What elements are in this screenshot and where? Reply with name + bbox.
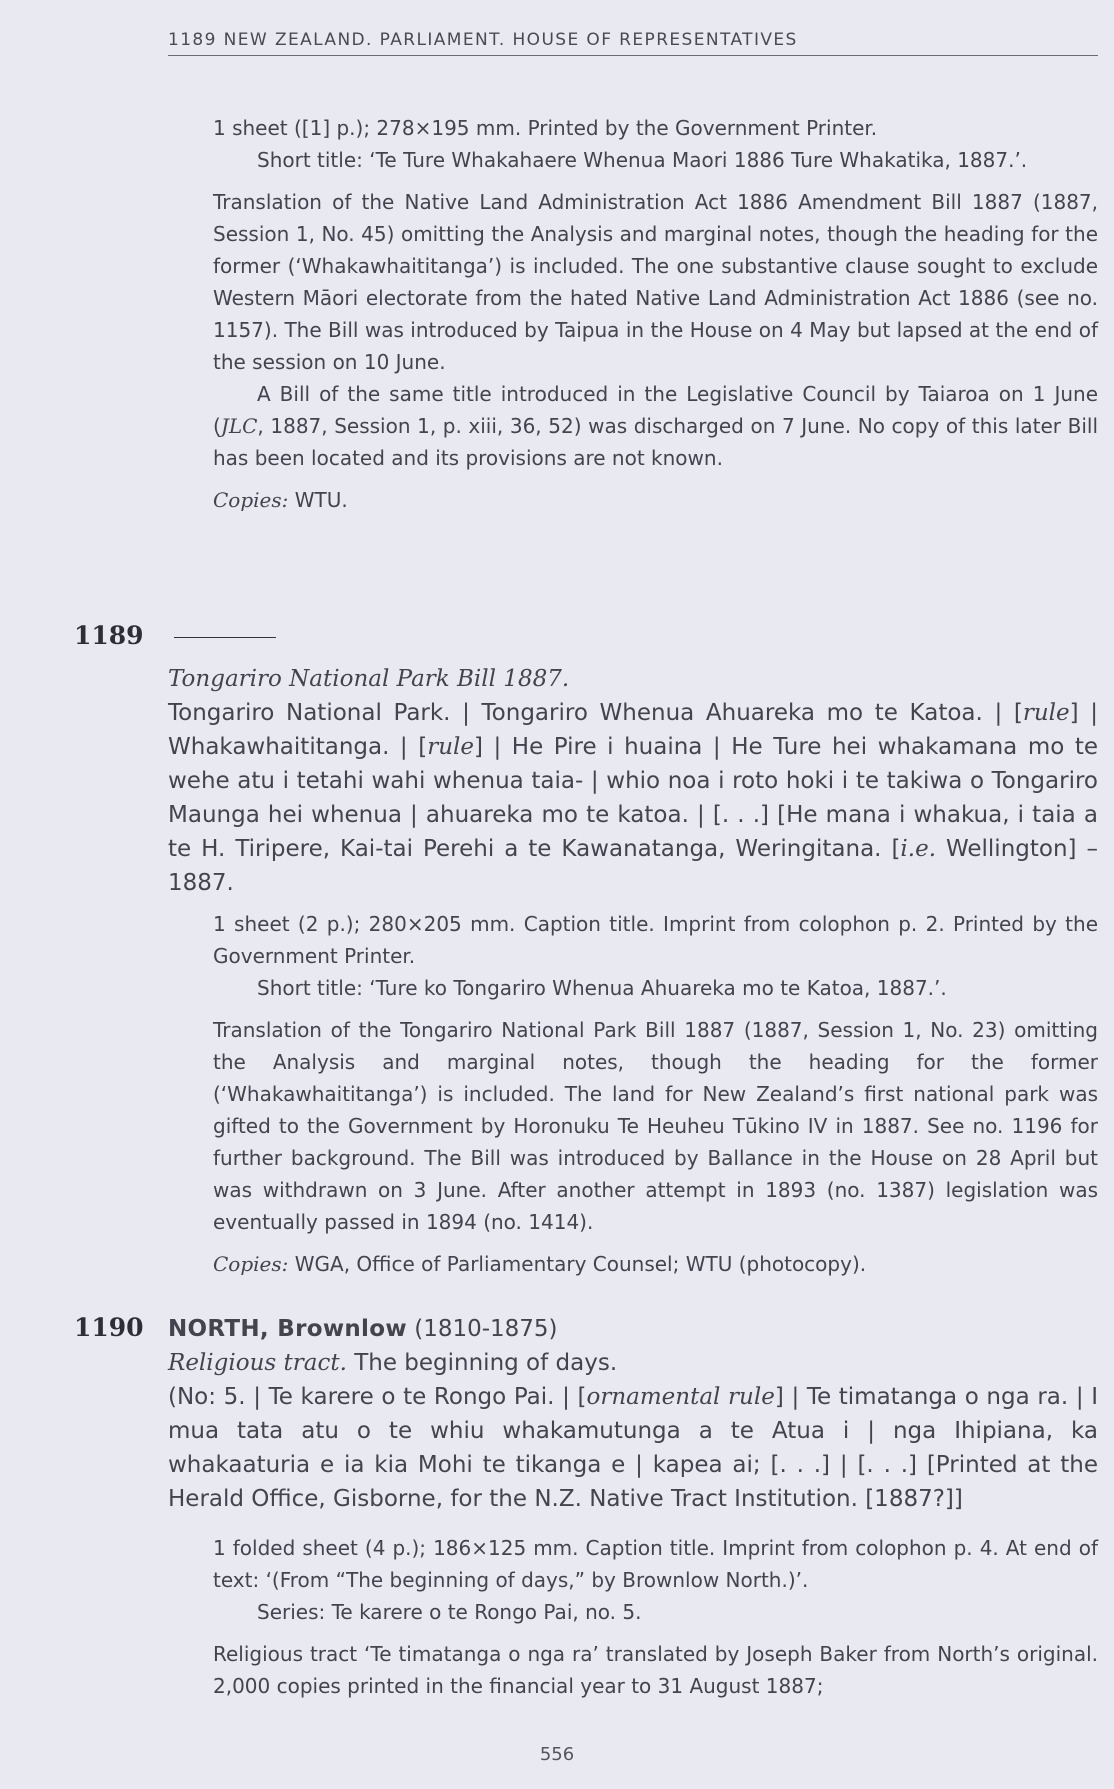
author-dates: (1810-1875) xyxy=(414,1316,558,1342)
physical-description: 1 sheet (2 p.); 280×205 mm. Caption title. Imprint from colophon p. 2. Printed by the Government Printer. xyxy=(213,912,1098,968)
entry-1189-notes xyxy=(213,908,1098,1280)
copies-label: Copies: xyxy=(213,488,289,512)
short-title: Short title: ‘Te Ture Whakahaere Whenua Maori 1886 Ture Whakatika, 1887.’. xyxy=(257,148,1028,172)
author-dash xyxy=(174,637,276,638)
physical-description: 1 folded sheet (4 p.); 186×125 mm. Caption title. Imprint from colophon p. 4. At end of text: ‘(From “The beginning of days,” by Brownlow North.)’. xyxy=(213,1536,1098,1592)
copies-label: Copies: xyxy=(213,1252,289,1276)
entry-number-1189: 1189 xyxy=(74,621,276,650)
author-name: NORTH, Brownlow xyxy=(168,1316,407,1342)
note-paragraph: A Bill of the same title introduced in the Legislative Council by Taiaroa on 1 June (JLC, 1887, Session 1, p. xiii, 36, 52) was discharged on 7 June. No copy of this later Bill has been located and its provisions are not known. xyxy=(213,382,1098,470)
page-number: 556 xyxy=(539,1744,575,1765)
series-line: Series: Te karere o te Rongo Pai, no. 5. xyxy=(257,1600,642,1624)
note-paragraph: Translation of the Tongariro National Park Bill 1887 (1887, Session 1, No. 23) omitting the Analysis and marginal notes, though the heading for the former (‘Whakawhaititanga’) is included. The land for New Zealand’s first national park was gifted to the Government by Horonuku Te Heuheu Tūkino IV in 1887. See no. 1196 for further background. The Bill was introduced by Ballance in the House on 28 April but was withdrawn on 3 June. After another attempt in 1893 (no. 1387) legislation was eventually passed in 1894 (no. 1414). xyxy=(213,1018,1098,1234)
running-head: 1189 NEW ZEALAND. PARLIAMENT. HOUSE OF REPRESENTATIVES xyxy=(168,30,1098,56)
physical-description: 1 sheet ([1] p.); 278×195 mm. Printed by the Government Printer. xyxy=(213,116,878,140)
jlc-abbrev: JLC xyxy=(220,414,258,438)
entry-1190 xyxy=(168,1312,1098,1516)
entry-1188-continuation xyxy=(213,112,1098,516)
entry-number-1190: 1190 xyxy=(74,1313,144,1342)
transcription: Tongariro National Park. | Tongariro Whenua Ahuareka mo te Katoa. | [rule] | Whakawhaititanga. | [rule] | He Pire i huaina | He Ture hei whakamana mo te wehe atu i tetahi wahi whenua taia- | whio noa i roto hoki i te takiwa o Tongariro Maunga hei whenua | ahuareka mo te katoa. | [. . .] [He mana i whakua, i taia a te H. Tiripere, Kai-tai Perehi a te Kawanatanga, Weringitana. [i.e. Wellington] –1887. xyxy=(168,700,1098,896)
entry-1190-notes xyxy=(213,1532,1098,1702)
copies-line: Copies: WTU. xyxy=(213,488,348,512)
note-paragraph: Translation of the Native Land Administration Act 1886 Amendment Bill 1887 (1887, Session 1, No. 45) omitting the Analysis and marginal notes, though the heading for the former (‘Whakawhaititanga’) is included. The one substantive clause sought to exclude Western Māori electorate from the hated Native Land Administration Act 1886 (see no. 1157). The Bill was introduced by Taipua in the House on 4 May but lapsed at the end of the session on 10 June. xyxy=(213,190,1098,374)
short-title: Short title: ‘Ture ko Tongariro Whenua Ahuareka mo te Katoa, 1887.’. xyxy=(257,976,947,1000)
author-line xyxy=(168,1312,1098,1346)
copies-line: Copies: WGA, Office of Parliamentary Counsel; WTU (photocopy). xyxy=(213,1252,867,1276)
entry-title: Religious tract. The beginning of days. xyxy=(168,1350,618,1376)
transcription: (No: 5. | Te karere o te Rongo Pai. | [ornamental rule] | Te timatanga o nga ra. | I mua tata atu o te whiu whakamutunga a te Atua i | nga Ihipiana, ka whakaaturia e ia kia Mohi te tikanga e | kapea ai; [. . .] | [. . .] [Printed at the Herald Office, Gisborne, for the N.Z. Native Tract Institution. [1887?]] xyxy=(168,1384,1099,1512)
note-paragraph: Religious tract ‘Te timatanga o nga ra’ translated by Joseph Baker from North’s original. 2,000 copies printed in the financial year to 31 August 1887; xyxy=(213,1642,1098,1698)
entry-1189 xyxy=(168,662,1098,900)
entry-title: Tongariro National Park Bill 1887. xyxy=(168,666,570,692)
